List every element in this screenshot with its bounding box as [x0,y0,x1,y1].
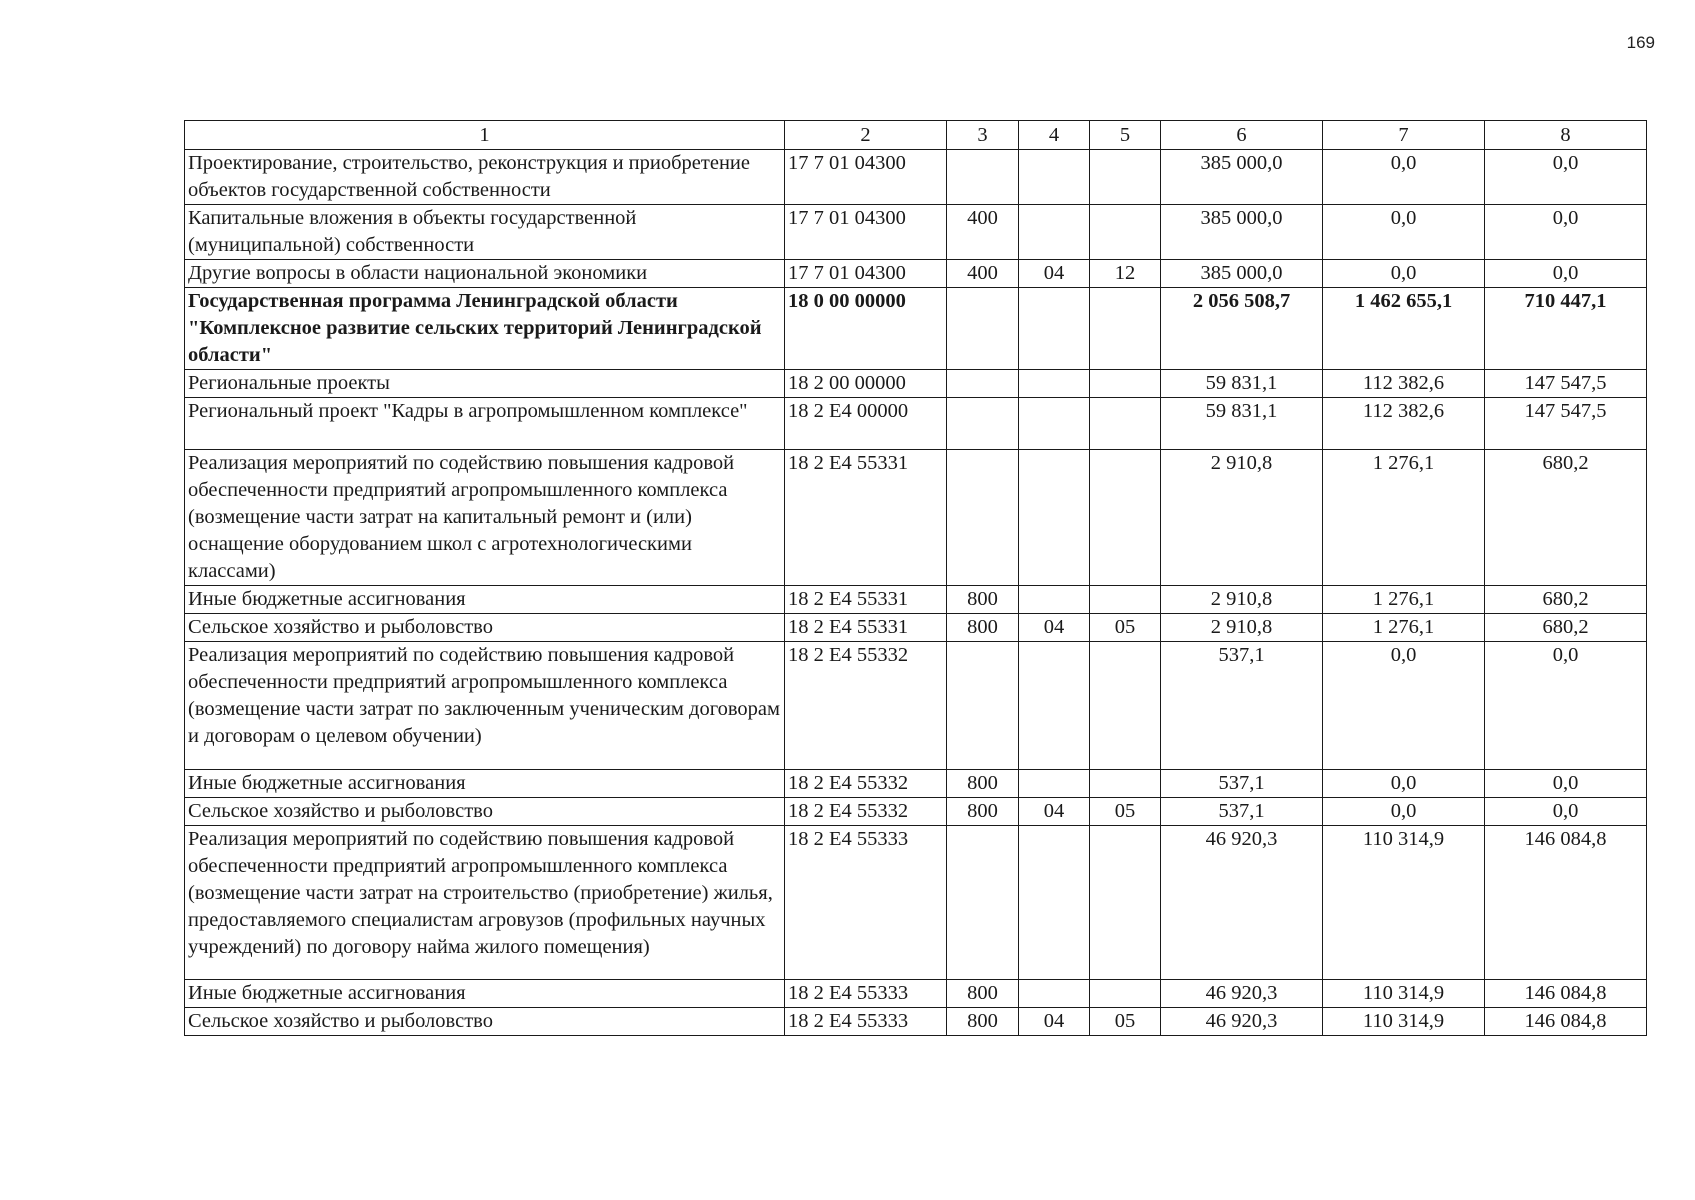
row-value-6-cell: 46 920,3 [1161,1008,1323,1036]
row-col3-cell: 800 [947,1008,1019,1036]
table-row [185,770,1647,798]
row-code-cell: 18 2 E4 55332 [785,798,947,826]
table-row [185,642,1647,770]
row-value-7-cell: 110 314,9 [1323,980,1485,1008]
row-code-cell: 18 2 E4 55333 [785,980,947,1008]
row-value-8-cell: 680,2 [1485,450,1647,586]
row-name-cell: Капитальные вложения в объекты государственной (муниципальной) собственности [185,205,785,260]
row-name-cell: Реализация мероприятий по содействию повышения кадровой обеспеченности предприятий агропромышленного комплекса (возмещение части затрат на капитальный ремонт и (или) оснащение оборудованием школ с агротехнологическими классами) [185,450,785,586]
column-header-8: 8 [1485,121,1647,150]
table-row [185,614,1647,642]
row-col5-cell: 05 [1090,798,1161,826]
table-row [185,150,1647,205]
row-col4-cell [1019,370,1090,398]
row-value-8-cell: 0,0 [1485,260,1647,288]
row-col4-cell: 04 [1019,260,1090,288]
row-value-8-cell: 147 547,5 [1485,370,1647,398]
row-col5-cell [1090,150,1161,205]
row-name-cell: Региональный проект "Кадры в агропромышленном комплексе" [185,398,785,450]
row-col4-cell [1019,450,1090,586]
row-col5-cell [1090,770,1161,798]
row-value-7-cell: 0,0 [1323,798,1485,826]
row-code-cell: 18 2 E4 55332 [785,642,947,770]
row-value-7-cell: 0,0 [1323,205,1485,260]
row-col5-cell: 12 [1090,260,1161,288]
row-code-cell: 18 2 E4 55332 [785,770,947,798]
row-value-6-cell: 537,1 [1161,642,1323,770]
row-value-6-cell: 46 920,3 [1161,980,1323,1008]
table-row [185,826,1647,980]
row-value-8-cell: 0,0 [1485,770,1647,798]
row-name-cell: Государственная программа Ленинградской области "Комплексное развитие сельских территорий Ленинградской области" [185,288,785,370]
row-value-6-cell: 59 831,1 [1161,370,1323,398]
row-col4-cell: 04 [1019,614,1090,642]
table-row [185,980,1647,1008]
row-value-6-cell: 46 920,3 [1161,826,1323,980]
row-value-6-cell: 2 910,8 [1161,614,1323,642]
row-col4-cell [1019,826,1090,980]
row-value-7-cell: 0,0 [1323,642,1485,770]
row-value-7-cell: 110 314,9 [1323,1008,1485,1036]
row-col3-cell: 400 [947,205,1019,260]
row-value-7-cell: 1 276,1 [1323,614,1485,642]
row-col4-cell: 04 [1019,1008,1090,1036]
row-value-6-cell: 385 000,0 [1161,205,1323,260]
row-value-8-cell: 0,0 [1485,642,1647,770]
row-col3-cell: 800 [947,770,1019,798]
row-value-7-cell: 0,0 [1323,260,1485,288]
row-code-cell: 18 2 E4 55333 [785,826,947,980]
table-row [185,260,1647,288]
row-col3-cell: 800 [947,798,1019,826]
row-code-cell: 18 2 E4 55331 [785,450,947,586]
row-value-8-cell: 146 084,8 [1485,1008,1647,1036]
row-col5-cell [1090,450,1161,586]
row-name-cell: Проектирование, строительство, реконструкция и приобретение объектов государственной собственности [185,150,785,205]
row-code-cell: 18 0 00 00000 [785,288,947,370]
row-value-8-cell: 0,0 [1485,205,1647,260]
row-code-cell: 17 7 01 04300 [785,205,947,260]
row-col5-cell [1090,288,1161,370]
row-name-cell: Другие вопросы в области национальной экономики [185,260,785,288]
row-code-cell: 17 7 01 04300 [785,150,947,205]
table-body [185,150,1647,1036]
row-value-7-cell: 112 382,6 [1323,370,1485,398]
row-col4-cell [1019,770,1090,798]
row-code-cell: 17 7 01 04300 [785,260,947,288]
column-header-4: 4 [1019,121,1090,150]
row-value-6-cell: 2 910,8 [1161,450,1323,586]
row-value-7-cell: 0,0 [1323,150,1485,205]
row-value-8-cell: 147 547,5 [1485,398,1647,450]
row-col4-cell [1019,586,1090,614]
row-value-8-cell: 710 447,1 [1485,288,1647,370]
row-value-7-cell: 1 276,1 [1323,586,1485,614]
row-col5-cell [1090,370,1161,398]
row-value-7-cell: 0,0 [1323,770,1485,798]
row-value-7-cell: 112 382,6 [1323,398,1485,450]
row-col5-cell: 05 [1090,1008,1161,1036]
row-col5-cell [1090,586,1161,614]
header-row [185,121,1647,150]
row-col5-cell [1090,980,1161,1008]
row-col4-cell [1019,288,1090,370]
row-col5-cell [1090,205,1161,260]
row-value-6-cell: 2 056 508,7 [1161,288,1323,370]
row-value-6-cell: 537,1 [1161,770,1323,798]
row-value-8-cell: 680,2 [1485,614,1647,642]
row-value-8-cell: 0,0 [1485,798,1647,826]
table-row [185,1008,1647,1036]
table-row [185,450,1647,586]
row-col5-cell [1090,398,1161,450]
row-col4-cell: 04 [1019,798,1090,826]
row-code-cell: 18 2 E4 55331 [785,586,947,614]
column-header-7: 7 [1323,121,1485,150]
row-value-8-cell: 146 084,8 [1485,980,1647,1008]
row-code-cell: 18 2 E4 55333 [785,1008,947,1036]
row-col4-cell [1019,398,1090,450]
column-header-3: 3 [947,121,1019,150]
table-row [185,205,1647,260]
row-value-6-cell: 59 831,1 [1161,398,1323,450]
table-row [185,288,1647,370]
column-header-5: 5 [1090,121,1161,150]
row-col5-cell [1090,642,1161,770]
row-name-cell: Реализация мероприятий по содействию повышения кадровой обеспеченности предприятий агропромышленного комплекса (возмещение части затрат по заключенным ученическим договорам и договорам о целевом обучении) [185,642,785,770]
row-value-8-cell: 0,0 [1485,150,1647,205]
row-col3-cell: 800 [947,614,1019,642]
row-name-cell: Реализация мероприятий по содействию повышения кадровой обеспеченности предприятий агропромышленного комплекса (возмещение части затрат на строительство (приобретение) жилья, предоставляемого специалистам агровузов (профильных научных учреждений) по договору найма жилого помещения) [185,826,785,980]
row-col3-cell [947,370,1019,398]
table-row [185,398,1647,450]
table-row [185,370,1647,398]
row-col5-cell [1090,826,1161,980]
row-value-7-cell: 1 462 655,1 [1323,288,1485,370]
row-value-6-cell: 385 000,0 [1161,150,1323,205]
row-col3-cell [947,826,1019,980]
row-col3-cell [947,288,1019,370]
row-col3-cell [947,150,1019,205]
row-value-6-cell: 537,1 [1161,798,1323,826]
row-code-cell: 18 2 00 00000 [785,370,947,398]
row-name-cell: Региональные проекты [185,370,785,398]
row-col3-cell [947,642,1019,770]
column-header-2: 2 [785,121,947,150]
row-col5-cell: 05 [1090,614,1161,642]
row-col4-cell [1019,980,1090,1008]
column-header-6: 6 [1161,121,1323,150]
row-name-cell: Сельское хозяйство и рыболовство [185,798,785,826]
row-value-7-cell: 1 276,1 [1323,450,1485,586]
row-col3-cell: 800 [947,980,1019,1008]
budget-table [184,120,1647,1036]
row-code-cell: 18 2 E4 55331 [785,614,947,642]
page-number: 169 [1626,33,1655,52]
row-col4-cell [1019,150,1090,205]
column-header-1: 1 [185,121,785,150]
row-col3-cell: 800 [947,586,1019,614]
row-col4-cell [1019,642,1090,770]
row-col3-cell [947,398,1019,450]
row-value-7-cell: 110 314,9 [1323,826,1485,980]
row-name-cell: Иные бюджетные ассигнования [185,980,785,1008]
table-row [185,586,1647,614]
row-name-cell: Сельское хозяйство и рыболовство [185,1008,785,1036]
table-row [185,798,1647,826]
row-code-cell: 18 2 E4 00000 [785,398,947,450]
row-col4-cell [1019,205,1090,260]
row-name-cell: Иные бюджетные ассигнования [185,770,785,798]
row-name-cell: Иные бюджетные ассигнования [185,586,785,614]
row-value-8-cell: 680,2 [1485,586,1647,614]
row-value-6-cell: 385 000,0 [1161,260,1323,288]
row-name-cell: Сельское хозяйство и рыболовство [185,614,785,642]
row-col3-cell [947,450,1019,586]
row-value-6-cell: 2 910,8 [1161,586,1323,614]
row-col3-cell: 400 [947,260,1019,288]
row-value-8-cell: 146 084,8 [1485,826,1647,980]
